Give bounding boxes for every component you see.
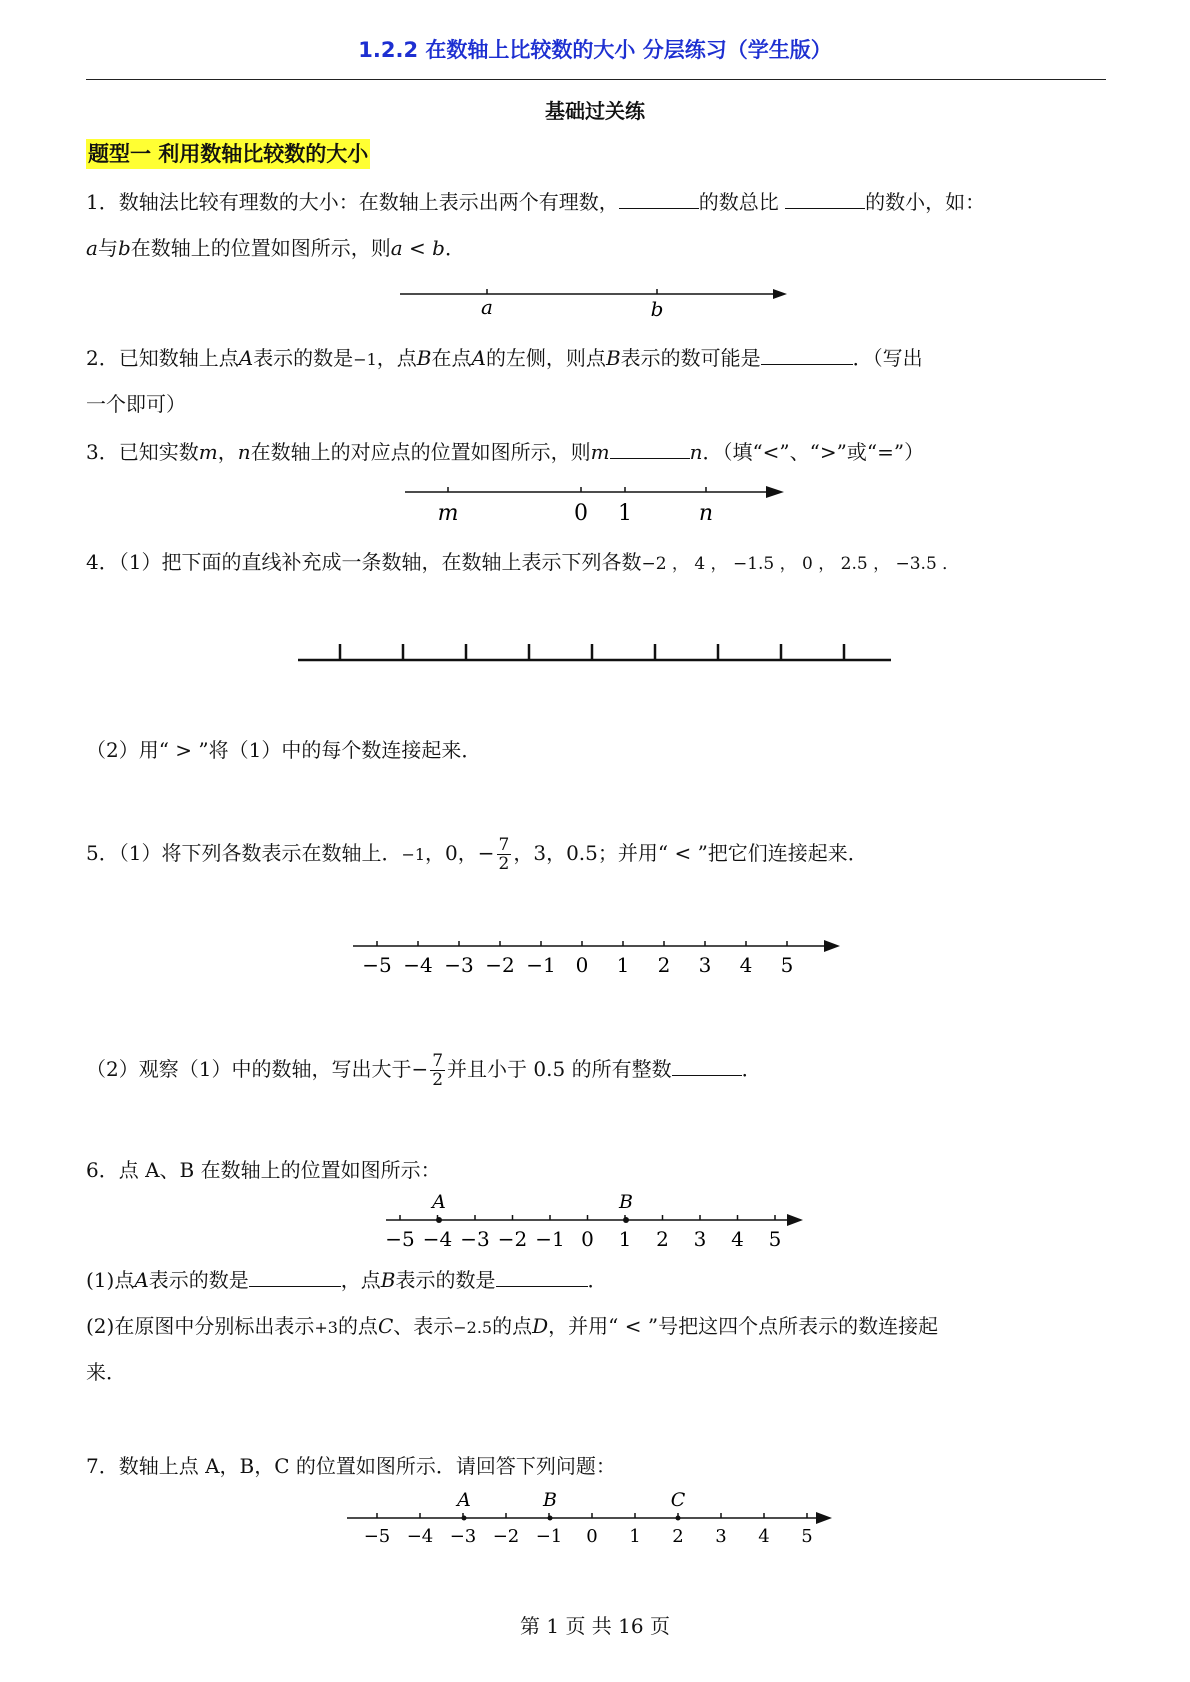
tick-label: 5 xyxy=(780,953,794,977)
point-b-label: B xyxy=(619,1192,633,1213)
header-rule xyxy=(86,79,1106,80)
q1-blank-2[interactable] xyxy=(785,207,865,209)
arrow-icon xyxy=(824,940,840,952)
point-b-dot xyxy=(548,1516,553,1521)
q6-number-line xyxy=(383,1192,823,1254)
page-footer: 第 1 页 共 16 页 xyxy=(520,1614,670,1638)
tick-label: 0 xyxy=(581,1227,594,1251)
point-label-b: b xyxy=(650,297,664,320)
tick-label: −3 xyxy=(449,1526,477,1547)
tick-label: 3 xyxy=(715,1526,727,1547)
q5-part2: （2）观察（1）中的数轴，写出大于− $\frac{7}{2}$ 并且小于 0.5 的所有整数 ． xyxy=(86,1051,762,1090)
arrow-icon xyxy=(766,486,784,498)
tick-label: −2 xyxy=(497,1227,528,1251)
tick-label: −2 xyxy=(485,953,515,977)
q3-line1: 3．已知实数m，n在数轴上的对应点的位置如图所示，则m n．（填“<”、“>”或“=”） xyxy=(86,440,925,464)
point-label-a: a xyxy=(481,295,493,319)
q1-number-line xyxy=(395,278,795,320)
tick-label: −4 xyxy=(403,953,433,977)
q4-part1: 4．（1）把下面的直线补充成一条数轴，在数轴上表示下列各数−2 ， 4 ， −1.5 ， 0 ， 2.5 ， −3.5 ． xyxy=(86,550,960,574)
tick-label: −4 xyxy=(406,1526,434,1547)
point-a-label: A xyxy=(432,1192,446,1213)
arrow-icon xyxy=(816,1512,832,1524)
tick-label: 0 xyxy=(575,953,589,977)
arrow-icon xyxy=(787,1214,803,1226)
q6-blank-a[interactable] xyxy=(249,1285,341,1287)
q3-number-line xyxy=(400,478,800,528)
q6-intro: 6．点 A、B 在数轴上的位置如图所示： xyxy=(86,1158,441,1182)
label-zero: 0 xyxy=(574,501,588,526)
q7-intro: 7．数轴上点 A，B，C 的位置如图所示．请回答下列问题： xyxy=(86,1454,616,1478)
q4-incomplete-line xyxy=(296,636,896,666)
q2-line2: 一个即可） xyxy=(86,392,186,416)
tick-label: −5 xyxy=(362,953,392,977)
tick-label: −3 xyxy=(460,1227,490,1251)
label-one: 1 xyxy=(618,501,632,526)
fraction-seven-halves: $\frac{7}{2}$ xyxy=(498,835,510,874)
tick-label: 5 xyxy=(768,1227,782,1251)
q6-sub2-end: 来． xyxy=(86,1360,126,1384)
q2-blank[interactable] xyxy=(761,363,853,365)
tick-label: −1 xyxy=(526,953,556,977)
tick-label: 1 xyxy=(616,953,630,977)
tick-label: −2 xyxy=(492,1526,520,1547)
point-a-dot xyxy=(462,1516,467,1521)
tick-label: −4 xyxy=(422,1227,453,1251)
q5-part1: 5．（1）将下列各数表示在数轴上．−1，0，− $\frac{7}{2}$ ，3，0.5；并用“ < ”把它们连接起来． xyxy=(86,835,868,874)
arrow-icon xyxy=(773,289,787,299)
q4-part2: （2）用“ > ”将（1）中的每个数连接起来． xyxy=(86,738,482,762)
question-type-tag: 题型一 利用数轴比较数的大小 xyxy=(86,139,370,169)
tick-label: 5 xyxy=(801,1526,813,1547)
q3-blank[interactable] xyxy=(610,457,690,459)
point-a-dot xyxy=(436,1217,442,1223)
tick-label: 3 xyxy=(693,1227,707,1251)
tick-label: 4 xyxy=(731,1227,744,1251)
q5-blank[interactable] xyxy=(672,1074,742,1076)
section-title: 基础过关练 xyxy=(545,99,645,123)
point-b-label: B xyxy=(543,1490,557,1511)
tick-label: 2 xyxy=(656,1227,669,1251)
tick-label: 4 xyxy=(739,953,753,977)
point-c-dot xyxy=(676,1516,681,1521)
tick-label: −1 xyxy=(535,1526,563,1547)
label-m: m xyxy=(437,501,459,526)
tick-label: 2 xyxy=(657,953,671,977)
point-b-dot xyxy=(623,1217,629,1223)
q1-line2: a与b在数轴上的位置如图所示，则a < b． xyxy=(86,236,465,260)
q7-number-line xyxy=(344,1490,844,1550)
q6-sub2: (2)在原图中分别标出表示+3的点C、表示−2.5的点D，并用“ < ”号把这四个点所表示的数连接起 xyxy=(86,1314,939,1338)
q5-number-line xyxy=(350,932,850,978)
document-title: 1.2.2 在数轴上比较数的大小 分层练习（学生版） xyxy=(358,38,832,62)
q1-line1: 1．数轴法比较有理数的大小：在数轴上表示出两个有理数， 的数总比 的数小，如： xyxy=(86,190,986,214)
q2-line1: 2．已知数轴上点A表示的数是−1，点B在点A的左侧，则点B表示的数可能是 ．（写出 xyxy=(86,346,923,370)
tick-label: −5 xyxy=(385,1227,415,1251)
fraction-seven-halves-2: $\frac{7}{2}$ xyxy=(432,1051,444,1090)
q6-blank-b[interactable] xyxy=(496,1285,588,1287)
point-a-label: A xyxy=(457,1490,471,1511)
tick-label: 4 xyxy=(758,1526,770,1547)
tick-label: 1 xyxy=(618,1227,632,1251)
tick-label: −1 xyxy=(535,1227,565,1251)
tick-label: −5 xyxy=(363,1526,391,1547)
tick-label: 3 xyxy=(698,953,712,977)
q1-blank-1[interactable] xyxy=(619,207,699,209)
tick-label: 1 xyxy=(629,1526,641,1547)
tick-label: 0 xyxy=(586,1526,598,1547)
q4-ticks xyxy=(340,644,844,660)
label-n: n xyxy=(698,501,714,526)
tick-label: 2 xyxy=(672,1526,684,1547)
q6-sub1: (1)点A表示的数是 ，点B表示的数是 ． xyxy=(86,1268,608,1292)
point-c-label: C xyxy=(670,1490,686,1511)
tick-label: −3 xyxy=(444,953,474,977)
